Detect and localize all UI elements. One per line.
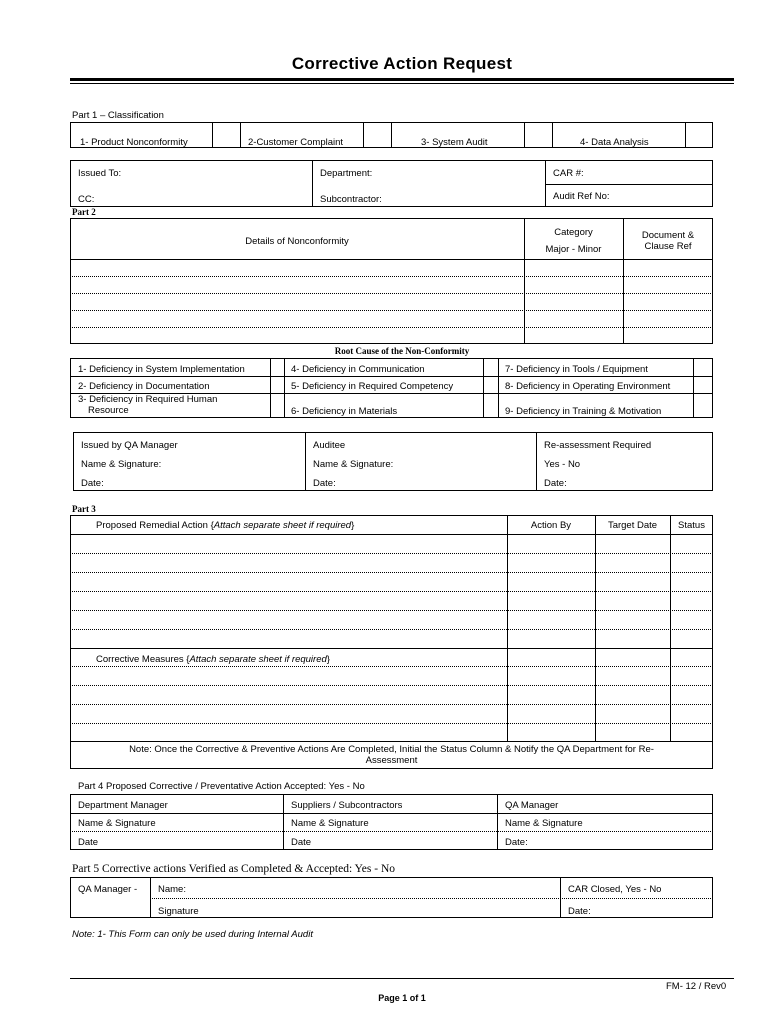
class-option-customer: 2-Customer Complaint (248, 137, 344, 148)
class-option-system: 3- System Audit (421, 137, 488, 148)
remedial-action-header: Proposed Remedial Action {Attach separate sheet if required} (96, 520, 355, 531)
part2-label: Part 2 (72, 207, 96, 217)
checkbox-root-4[interactable] (484, 359, 497, 375)
cc-label[interactable]: CC: (78, 194, 95, 205)
qa-date[interactable]: Date: (81, 478, 104, 489)
part5-date-field[interactable]: Date: (568, 906, 591, 917)
auditee-label: Auditee (313, 440, 346, 451)
reassessment-date[interactable]: Date: (544, 478, 567, 489)
issued-by-qa-label: Issued by QA Manager (81, 440, 178, 451)
checkbox-data[interactable] (686, 123, 712, 147)
part5-name-field[interactable]: Name: (158, 884, 186, 895)
root-cause-7: 7- Deficiency in Tools / Equipment (505, 364, 648, 375)
internal-audit-note: Note: 1- This Form can only be used during Internal Audit (72, 929, 313, 940)
status-note-line1: Note: Once the Corrective & Preventive Actions Are Completed, Initial the Status Column & Notify the QA Department for Re- (129, 744, 654, 755)
checkbox-product[interactable] (213, 123, 239, 147)
part4-qa-manager-label: QA Manager (505, 800, 559, 811)
title-rule-thin (70, 83, 734, 84)
car-closed-label[interactable]: CAR Closed, Yes - No (568, 884, 662, 895)
target-date-header: Target Date (607, 520, 658, 531)
part4-label: Part 4 Proposed Corrective / Preventative Action Accepted: Yes - No (78, 781, 365, 792)
checkbox-customer[interactable] (364, 123, 390, 147)
root-cause-3: 3- Deficiency in Required Human (78, 394, 218, 405)
part1-label: Part 1 – Classification (72, 110, 164, 121)
category-sub: Major - Minor (545, 244, 602, 255)
class-option-data: 4- Data Analysis (580, 137, 649, 148)
part5-label: Part 5 Corrective actions Verified as Completed & Accepted: Yes - No (72, 863, 395, 875)
dept-manager-name-signature[interactable]: Name & Signature (78, 818, 156, 829)
class-option-product: 1- Product Nonconformity (80, 137, 188, 148)
audit-ref-label[interactable]: Audit Ref No: (553, 191, 610, 202)
details-header: Details of Nonconformity (245, 236, 349, 247)
suppliers-label: Suppliers / Subcontractors (291, 800, 403, 811)
dept-manager-label: Department Manager (78, 800, 168, 811)
details-entry-area[interactable] (71, 260, 523, 343)
corrective-entry-area[interactable] (71, 667, 506, 740)
root-cause-9: 9- Deficiency in Training & Motivation (505, 406, 662, 417)
doc-header-2: Clause Ref (644, 241, 692, 252)
part3-label: Part 3 (72, 504, 96, 514)
category-header: Category (554, 227, 593, 238)
status-note-line2: Assessment (365, 755, 418, 766)
subcontractor-label[interactable]: Subcontractor: (320, 194, 382, 205)
dept-manager-date[interactable]: Date (78, 837, 99, 848)
form-code: FM- 12 / Rev0 (666, 981, 727, 992)
root-cause-1: 1- Deficiency in System Implementation (78, 364, 245, 375)
reassessment-label: Re-assessment Required (544, 440, 652, 451)
car-number-label[interactable]: CAR #: (553, 168, 584, 179)
part4-qa-name-signature[interactable]: Name & Signature (505, 818, 583, 829)
root-cause-8: 8- Deficiency in Operating Environment (505, 381, 671, 392)
auditee-name-signature[interactable]: Name & Signature: (313, 459, 394, 470)
root-cause-4: 4- Deficiency in Communication (291, 364, 425, 375)
root-cause-3-line2: Resource (88, 405, 129, 416)
checkbox-root-1[interactable] (271, 359, 283, 375)
part4-qa-date[interactable]: Date: (505, 837, 528, 848)
reassessment-yes-no[interactable]: Yes - No (544, 459, 581, 470)
checkbox-system[interactable] (525, 123, 551, 147)
remedial-entry-area[interactable] (71, 535, 506, 647)
root-cause-5: 5- Deficiency in Required Competency (291, 381, 454, 392)
suppliers-name-signature[interactable]: Name & Signature (291, 818, 369, 829)
root-cause-2: 2- Deficiency in Documentation (78, 381, 210, 392)
department-label[interactable]: Department: (320, 168, 373, 179)
issued-to-label[interactable]: Issued To: (78, 168, 122, 179)
page-title: Corrective Action Request (291, 54, 513, 73)
root-cause-title: Root Cause of the Non-Conformity (334, 346, 470, 356)
suppliers-date[interactable]: Date (291, 837, 312, 848)
corrective-measures-header: Corrective Measures {Attach separate sheet if required} (96, 654, 330, 665)
status-header: Status (678, 520, 705, 531)
part5-signature-field[interactable]: Signature (158, 906, 199, 917)
checkbox-root-7[interactable] (694, 359, 712, 375)
qa-name-signature[interactable]: Name & Signature: (81, 459, 162, 470)
title-rule (70, 78, 734, 81)
doc-header: Document & (641, 230, 695, 241)
auditee-date[interactable]: Date: (313, 478, 336, 489)
action-by-header: Action By (530, 520, 572, 531)
page-number: Page 1 of 1 (378, 993, 426, 1003)
root-cause-6: 6- Deficiency in Materials (291, 406, 398, 417)
part5-qa-manager-label: QA Manager - (78, 884, 138, 895)
